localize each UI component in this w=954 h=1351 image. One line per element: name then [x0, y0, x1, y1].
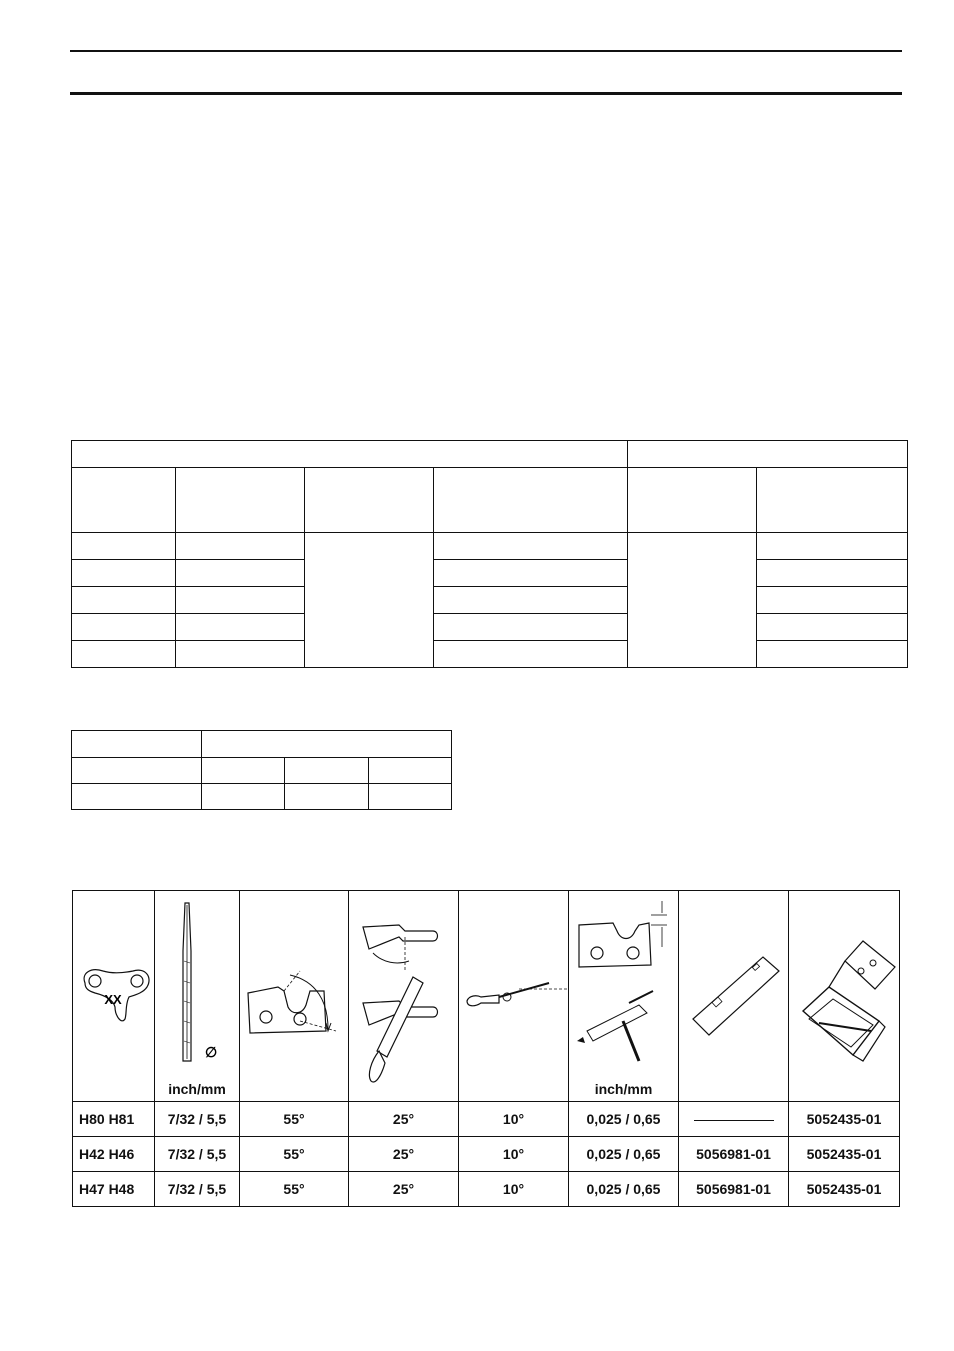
table-cell [757, 614, 908, 641]
table-cell [369, 784, 452, 810]
depth-gauge-cell [569, 891, 679, 1102]
file-unit-label: inch/mm [168, 1081, 226, 1097]
table-row [73, 1102, 900, 1137]
chain-type-cell: H80 H81 [73, 1102, 155, 1137]
empty-spec-table [71, 440, 908, 668]
not-applicable-line [694, 1120, 774, 1121]
top-angle-cell: 55° [240, 1137, 349, 1172]
depth-gauge-tool-cell [679, 891, 789, 1102]
table-cell [176, 533, 305, 560]
table-cell [757, 468, 908, 533]
depth-cell: 0,025 / 0,65 [569, 1172, 679, 1207]
diameter-symbol: ∅ [205, 1044, 218, 1060]
depth-gauge-icon [569, 891, 678, 1101]
tilt-cell: 10° [459, 1102, 569, 1137]
sharpening-tools-table [72, 890, 900, 1207]
table-cell [757, 533, 908, 560]
table-cell [305, 468, 434, 533]
round-file-icon [155, 891, 239, 1101]
table-cell [72, 560, 176, 587]
file-size-cell: 7/32 / 5,5 [155, 1172, 240, 1207]
chain-cutter-xx-icon [73, 891, 154, 1101]
table-cell [72, 587, 176, 614]
top-angle-cell: 55° [240, 1172, 349, 1207]
header-rule-bottom [70, 92, 902, 95]
depth-unit-label: inch/mm [594, 1081, 653, 1097]
table-row [73, 1172, 900, 1207]
chain-type-cell: H42 H46 [73, 1137, 155, 1172]
cutter-code-label: XX [104, 992, 122, 1007]
table-cell [285, 758, 369, 784]
file-angle-icon [349, 891, 458, 1101]
depth-cell: 0,025 / 0,65 [569, 1137, 679, 1172]
table-cell [305, 533, 434, 668]
table-cell [285, 784, 369, 810]
tilt-cell: 10° [459, 1172, 569, 1207]
table-cell [72, 441, 628, 468]
table-cell [757, 587, 908, 614]
gauge-tool-cell: 5056981-01 [679, 1172, 789, 1207]
top-plate-angle-icon [240, 891, 348, 1101]
table-cell [434, 614, 628, 641]
table-cell [176, 560, 305, 587]
table-cell [628, 533, 757, 668]
file-holder-icon [789, 891, 899, 1101]
table-cell [434, 587, 628, 614]
table-cell [176, 468, 305, 533]
table-cell [176, 614, 305, 641]
top-angle-cell: 55° [240, 1102, 349, 1137]
file-angle-value-cell: 25° [349, 1102, 459, 1137]
file-angle-cell [349, 891, 459, 1102]
file-holder-cell [789, 891, 900, 1102]
table-cell [434, 641, 628, 668]
file-holder-value-cell: 5052435-01 [789, 1102, 900, 1137]
gauge-tool-cell: 5056981-01 [679, 1137, 789, 1172]
table-cell [176, 641, 305, 668]
table-cell [72, 758, 202, 784]
table-cell [72, 641, 176, 668]
file-size-cell: 7/32 / 5,5 [155, 1102, 240, 1137]
table-cell [72, 533, 176, 560]
depth-gauge-tool-icon [679, 891, 788, 1101]
table-row [73, 1137, 900, 1172]
table-cell [434, 560, 628, 587]
table-cell [757, 560, 908, 587]
file-angle-value-cell: 25° [349, 1137, 459, 1172]
header-rule-top [70, 50, 902, 52]
empty-small-table [71, 730, 452, 810]
table-cell [202, 758, 285, 784]
file-holder-value-cell: 5052435-01 [789, 1172, 900, 1207]
chain-type-cell: H47 H48 [73, 1172, 155, 1207]
table-cell [72, 614, 176, 641]
table-cell [176, 587, 305, 614]
file-size-cell: 7/32 / 5,5 [155, 1137, 240, 1172]
file-tilt-cell [459, 891, 569, 1102]
table-cell [202, 784, 285, 810]
table-cell [628, 468, 757, 533]
table-cell [369, 758, 452, 784]
file-angle-value-cell: 25° [349, 1172, 459, 1207]
round-file-cell [155, 891, 240, 1102]
file-holder-value-cell: 5052435-01 [789, 1137, 900, 1172]
table-cell [72, 468, 176, 533]
table-cell [628, 441, 908, 468]
table-cell [72, 731, 202, 758]
table-cell [72, 784, 202, 810]
chain-cutter-cell [73, 891, 155, 1102]
table-cell [202, 731, 452, 758]
depth-cell: 0,025 / 0,65 [569, 1102, 679, 1137]
table-cell [434, 533, 628, 560]
table-cell [434, 468, 628, 533]
tilt-cell: 10° [459, 1137, 569, 1172]
table-cell [757, 641, 908, 668]
file-tilt-icon [459, 891, 568, 1101]
gauge-tool-cell [679, 1102, 789, 1137]
top-plate-angle-cell [240, 891, 349, 1102]
